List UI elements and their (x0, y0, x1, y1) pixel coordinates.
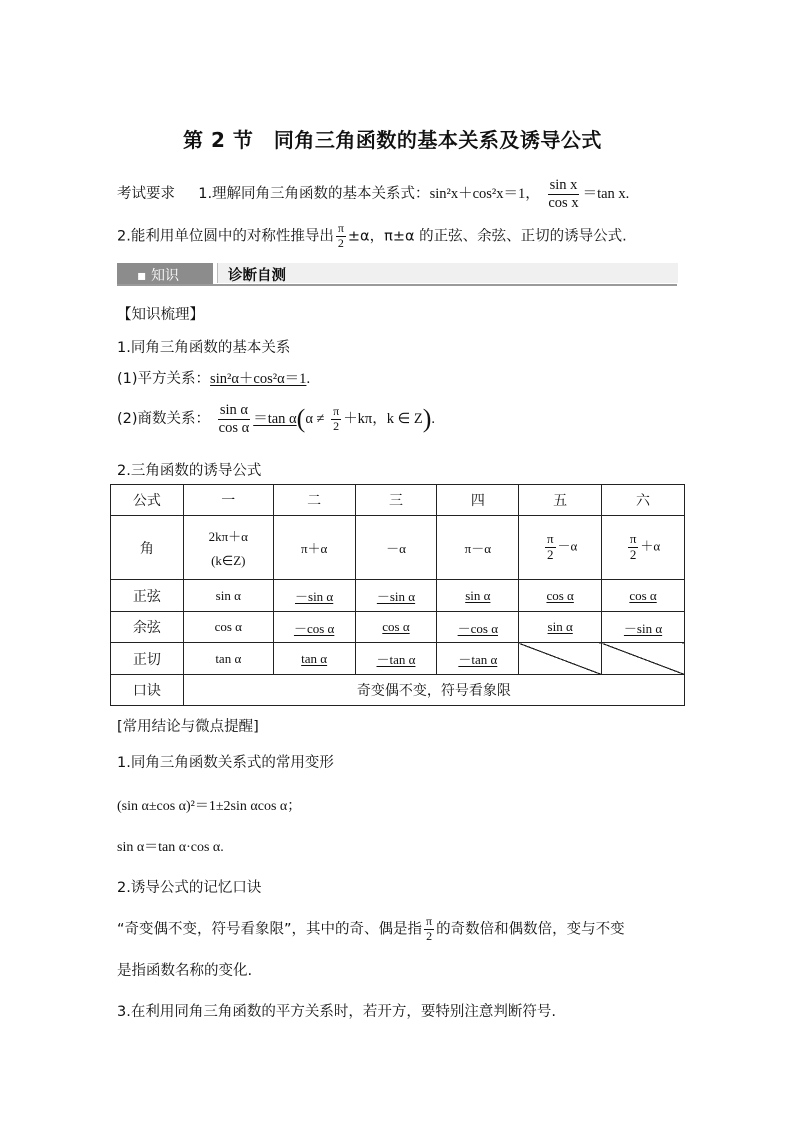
conclusion-2-fraction (424, 915, 434, 944)
table-row-mnemonic (111, 675, 685, 706)
table-cell (602, 612, 685, 643)
cell-value: －sin α (376, 589, 416, 604)
angle-bottom: (k∈Z) (211, 553, 246, 568)
fraction-numerator: π (337, 221, 344, 235)
page-title: 第 2 节 同角三角函数的基本关系及诱导公式 (183, 128, 602, 152)
requirement-1-formula: sin²x＋cos²x＝1， (429, 186, 540, 203)
requirement-1-fraction (546, 177, 580, 211)
table-cell (602, 516, 685, 580)
paren-open: ( (296, 404, 306, 434)
cell-value: －cos α (293, 620, 335, 636)
requirement-2-text-b: ±α，π±α 的正弦、余弦、正切的诱导公式. (347, 228, 627, 245)
conclusions-heading: [常用结论与微点提醒] (117, 719, 259, 735)
knowledge-heading: 【知识梳理】 (117, 307, 204, 323)
conclusion-2-text-c: 是指函数名称的变化. (117, 963, 253, 979)
table-row-label: 口诀 (111, 675, 184, 706)
table-row-angle (111, 516, 685, 580)
square-relation-formula: sin²α＋cos²α＝1 (210, 371, 307, 387)
cell-value: －tan α (458, 652, 498, 667)
table-cell (183, 516, 273, 580)
table-cell (602, 580, 685, 612)
knowledge-point-1-title: 1.同角三角函数的基本关系 (117, 340, 291, 356)
table-header-cell: 一 (183, 485, 273, 516)
quotient-condition-a: α ≠ (305, 411, 325, 428)
cell-value: cos α (214, 619, 242, 634)
cell-value: cos α (546, 587, 574, 603)
conclusion-3-text: 3.在利用同角三角函数的平方关系时，若开方，要特别注意判断符号. (117, 1004, 556, 1020)
section-bar (117, 263, 677, 286)
table-cell (437, 643, 519, 675)
knowledge-point-2-title: 2.三角函数的诱导公式 (117, 463, 262, 479)
fraction-numerator: π (546, 531, 554, 547)
table-cell-empty-diagonal (602, 643, 685, 675)
table-cell (355, 643, 437, 675)
square-relation (117, 367, 310, 388)
cell-value: －sin α (623, 620, 663, 636)
fraction-denominator: 2 (426, 928, 433, 943)
requirements-line-1 (117, 177, 629, 211)
table-cell (183, 580, 273, 612)
table-row-tangent (111, 643, 685, 675)
cell-value: tan α (215, 650, 242, 666)
conclusion-1-line-2: sin α＝tan α·cos α. (117, 840, 224, 855)
table-header-cell: 三 (355, 485, 437, 516)
fraction-numerator: π (333, 403, 340, 418)
table-header-cell: 公式 (111, 485, 184, 516)
table-row-sine (111, 580, 685, 612)
cell-value: cos α (382, 619, 410, 634)
conclusion-2-text-a: “奇变偶不变，符号看象限”，其中的奇、偶是指 (117, 921, 423, 938)
table-cell (519, 580, 602, 612)
angle-tail: －α (557, 538, 578, 554)
fraction-denominator: 2 (337, 235, 344, 250)
table-cell (183, 612, 273, 643)
section-tab-diagnosis: 诊断自测 (217, 263, 678, 283)
table-cell (519, 516, 602, 580)
fraction-numerator: π (629, 531, 637, 547)
square-relation-tail: . (306, 371, 311, 387)
angle-fraction (545, 532, 556, 563)
section-tab-knowledge: ▪ 知识 (117, 263, 213, 284)
table-cell (273, 612, 355, 643)
table-header-cell: 二 (273, 485, 355, 516)
quotient-formula: ＝tan α (253, 411, 297, 428)
requirement-1-text: 1.理解同角三角函数的基本关系式： (198, 186, 430, 203)
angle-top: 2kπ＋α (208, 529, 248, 544)
induction-formula-table (110, 484, 685, 706)
cell-value: sin α (547, 619, 573, 634)
requirement-2-fraction (336, 222, 346, 251)
conclusion-1-line-1: (sin α±cos α)²＝1±2sin αcos α； (117, 799, 302, 814)
fraction-denominator: 2 (547, 547, 554, 562)
table-cell (355, 580, 437, 612)
conclusion-2-title: 2.诱导公式的记忆口诀 (117, 880, 262, 896)
quotient-tail: . (431, 411, 436, 428)
cell-value: cos α (629, 587, 657, 603)
angle-tail: ＋α (640, 538, 661, 554)
quotient-fraction (217, 402, 252, 436)
table-header-cell: 六 (602, 485, 685, 516)
table-cell: π＋α (273, 516, 355, 580)
table-cell: －α (355, 516, 437, 580)
requirement-1-tail: ＝tan x. (582, 186, 630, 203)
table-cell (273, 643, 355, 675)
requirement-2-text-a: 2.能利用单位圆中的对称性推导出 (117, 228, 334, 245)
fraction-numerator: sin α (219, 402, 249, 418)
conclusion-2-body (117, 915, 625, 944)
table-cell: π－α (437, 516, 519, 580)
table-cell (437, 612, 519, 643)
fraction-numerator: sin x (549, 177, 578, 193)
mnemonic-cell: 奇变偶不变，符号看象限 (183, 675, 684, 706)
cell-value: sin α (215, 587, 241, 603)
square-relation-label: (1)平方关系： (117, 371, 211, 387)
fraction-denominator: 2 (333, 418, 340, 433)
cell-value: sin α (465, 587, 491, 603)
table-row-label: 正弦 (111, 580, 184, 612)
table-cell (183, 643, 273, 675)
cell-value: －cos α (457, 620, 499, 636)
table-cell (273, 580, 355, 612)
conclusion-1-title: 1.同角三角函数关系式的常用变形 (117, 755, 334, 771)
quotient-relation (117, 402, 435, 436)
requirements-line-2 (117, 222, 627, 251)
fraction-denominator: cos x (548, 194, 579, 211)
table-row-cosine (111, 612, 685, 643)
fraction-denominator: cos α (218, 419, 250, 436)
requirements-label: 考试要求 (117, 186, 175, 203)
table-cell (437, 580, 519, 612)
table-cell-empty-diagonal (519, 643, 602, 675)
cell-value: tan α (301, 650, 328, 666)
quotient-condition-fraction (331, 405, 341, 434)
cell-value: －tan α (376, 652, 416, 667)
angle-fraction (628, 532, 639, 563)
section-divider (117, 284, 677, 286)
table-header-row (111, 485, 685, 516)
table-cell (519, 612, 602, 643)
quotient-condition-b: ＋kπ，k ∈ Z (343, 411, 423, 428)
conclusion-2-text-b: 的奇数倍和偶数倍，变与不变 (436, 921, 625, 938)
fraction-numerator: π (426, 914, 433, 928)
table-header-cell: 五 (519, 485, 602, 516)
table-row-label: 正切 (111, 643, 184, 675)
fraction-denominator: 2 (629, 547, 637, 562)
table-header-cell: 四 (437, 485, 519, 516)
cell-value: －sin α (295, 589, 334, 604)
table-row-label: 角 (111, 516, 184, 580)
table-row-label: 余弦 (111, 612, 184, 643)
table-cell (355, 612, 437, 643)
quotient-relation-label: (2)商数关系： (117, 411, 211, 428)
paren-close: ) (422, 404, 432, 434)
